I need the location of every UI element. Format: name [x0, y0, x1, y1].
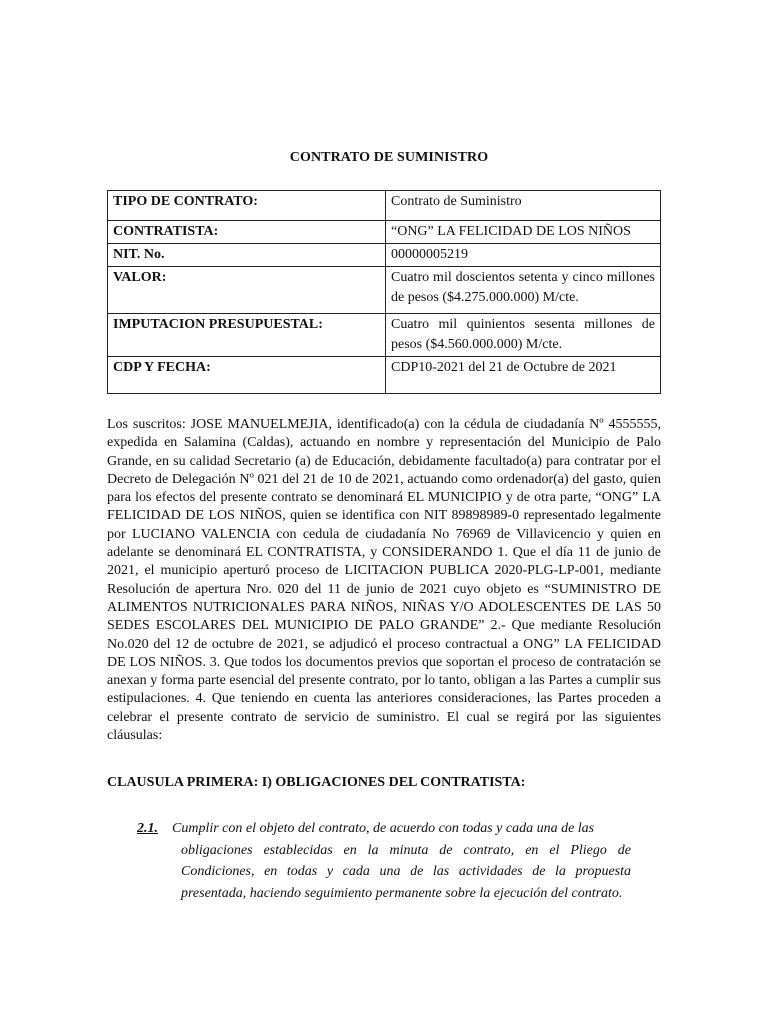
- contract-body-paragraph: Los suscritos: JOSE MANUELMEJIA, identificado(a) con la cédula de ciudadanía Nº 4555555, expedida en Salamina (Caldas), actuando en nombre y representación del Municipio de Palo Grande, en su calidad Secretario (a) de Educación, debidamente facultado(a) para contratar por el Decreto de Delegación Nº 021 del 21 de 10 de 2021, actuando como ordenador(a) del gasto, quien para los efectos del presente contrato se denominará EL MUNICIPIO y de otra parte, “ONG” LA FELICIDAD DE LOS NIÑOS, quien se identifica con NIT 89898989-0 representado legalmente por LUCIANO VALENCIA con cedula de ciudadanía No 76969 de Villavicencio y quien en adelante se denominará EL CONTRATISTA, y CONSIDERANDO 1. Que el día 11 de junio de 2021, el municipio aperturó proceso de LICITACION PUBLICA 2020-PLG-LP-001, mediante Resolución de apertura Nro. 020 del 11 de junio de 2021 cuyo objeto es “SUMINISTRO DE ALIMENTOS NUTRICIONALES PARA NIÑOS, NIÑAS Y/O ADOLESCENTES DE LAS 50 SEDES ESCOLARES DEL MUNICIPIO DE PALO GRANDE” 2.- Que mediante Resolución No.020 del 12 de octubre de 2021, se adjudicó el proceso contractual a ONG” LA FELICIDAD DE LOS NIÑOS. 3. Que todos los documentos previos que soportan el proceso de contratación se anexan y forma parte esencial del presente contrato, por lo tanto, obligan a las Partes a cumplir sus estipulaciones. 4. Que teniendo en cuenta las anteriores consideraciones, las Partes proceden a celebrar el presente contrato de servicio de suministro. El cual se regirá por las siguientes cláusulas:: [107, 417, 661, 744]
- table-label: CONTRATISTA:: [108, 221, 386, 244]
- table-row: [108, 191, 661, 221]
- obligation-first-line: [137, 818, 631, 840]
- table-row: [108, 244, 661, 267]
- obligation-first-text: Cumplir con el objeto del contrato, de acuerdo con todas y cada una de las: [172, 821, 595, 836]
- table-value: Contrato de Suministro: [386, 191, 661, 221]
- obligation-item: [137, 818, 631, 904]
- table-value: 00000005219: [386, 244, 661, 267]
- table-value: Cuatro mil doscientos setenta y cinco millones de pesos ($4.275.000.000) M/cte.: [386, 267, 661, 314]
- table-row: [108, 221, 661, 244]
- table-label: CDP Y FECHA:: [108, 357, 386, 394]
- table-row: [108, 314, 661, 357]
- table-label: VALOR:: [108, 267, 386, 314]
- table-label: TIPO DE CONTRATO:: [108, 191, 386, 221]
- obligation-rest-text: obligaciones establecidas en la minuta de contrato, en el Pliego de Condiciones, en todas y cada una de las actividades de la propuesta presentada, haciendo seguimiento permanente sobre la ejecución del contrato.: [181, 842, 631, 901]
- table-row: [108, 357, 661, 394]
- clause-heading: CLAUSULA PRIMERA: I) OBLIGACIONES DEL CONTRATISTA:: [107, 775, 526, 790]
- table-label: NIT. No.: [108, 244, 386, 267]
- table-label: IMPUTACION PRESUPUESTAL:: [108, 314, 386, 357]
- table-value: “ONG” LA FELICIDAD DE LOS NIÑOS: [386, 221, 661, 244]
- table-value: CDP10-2021 del 21 de Octubre de 2021: [386, 357, 661, 394]
- document-title: CONTRATO DE SUMINISTRO: [289, 150, 489, 165]
- obligation-number: 2.1.: [137, 821, 158, 836]
- table-value: Cuatro mil quinientos sesenta millones de pesos ($4.560.000.000) M/cte.: [386, 314, 661, 357]
- table-row: [108, 267, 661, 314]
- contract-info-table: [107, 190, 661, 394]
